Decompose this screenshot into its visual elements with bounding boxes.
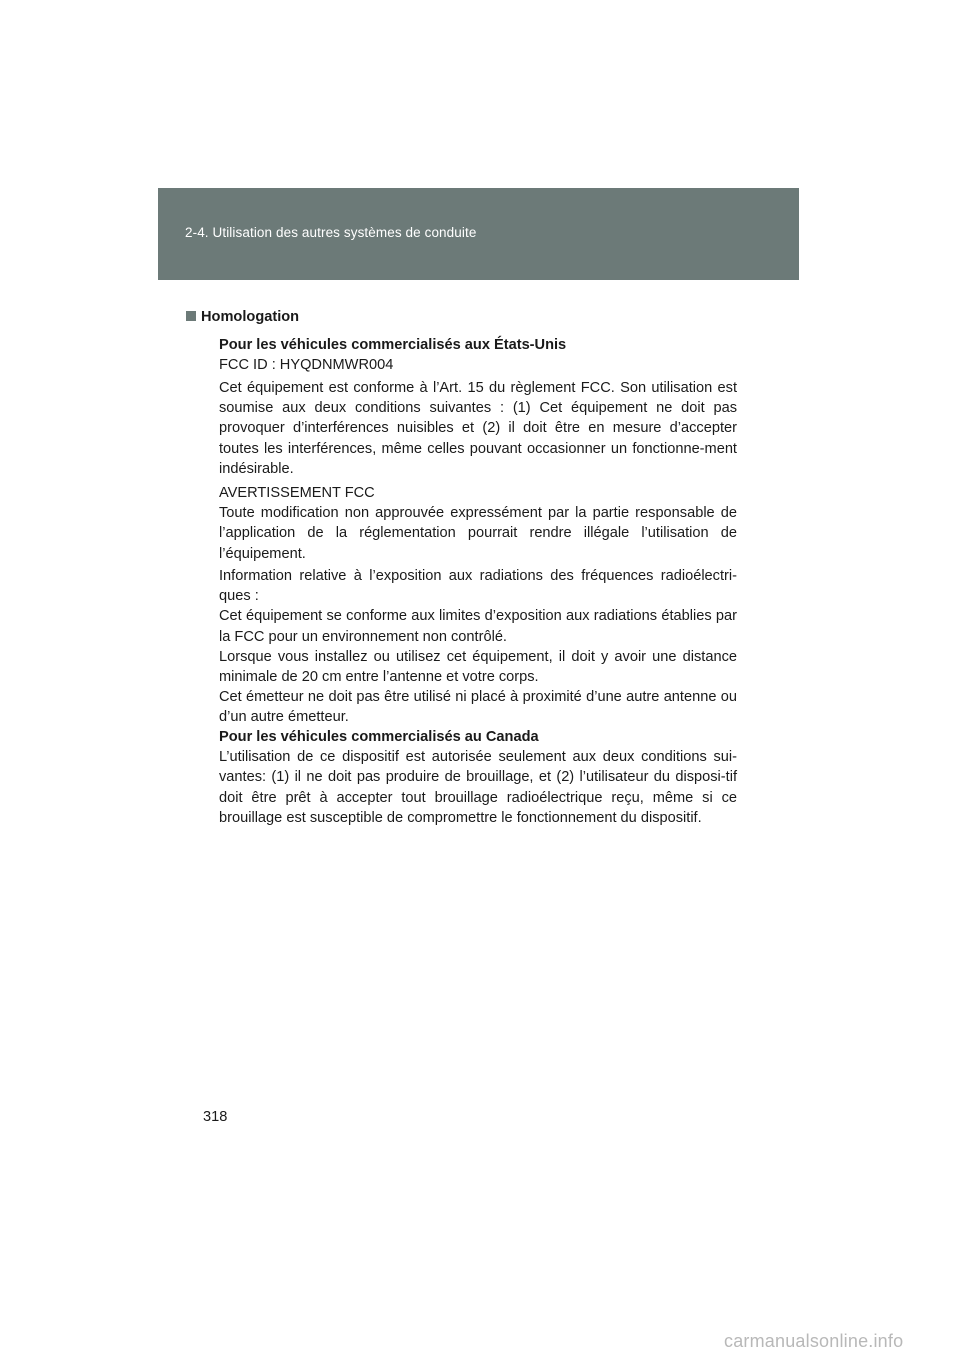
fcc-id: FCC ID : HYQDNMWR004 (219, 357, 394, 374)
fcc-warning-block (219, 483, 737, 564)
radiation-colocation: Cet émetteur ne doit pas être utilisé ni placé à proximité d’une autre antenne ou d’un autre émetteur. (219, 689, 737, 726)
chapter-section-title: 2-4. Utilisation des autres systèmes de conduite (185, 225, 477, 240)
radiation-block (219, 566, 737, 728)
radiation-limits: Cet équipement se conforme aux limites d’exposition aux radiations établies par la FCC pour un environnement non contrôlé. (219, 608, 737, 645)
radiation-intro: Information relative à l’exposition aux radiations des fréquences radioélectri-ques : (219, 568, 737, 605)
page-number: 318 (203, 1109, 228, 1125)
canada-block (219, 727, 737, 828)
homologation-heading (186, 307, 299, 327)
radiation-distance: Lorsque vous installez ou utilisez cet équipement, il doit y avoir une distance minimale de 20 cm entre l’antenne et votre corps. (219, 648, 737, 686)
fcc-warning-title: AVERTISSEMENT FCC (219, 485, 375, 501)
us-block (219, 335, 737, 375)
conformity-paragraph: Cet équipement est conforme à l’Art. 15 du règlement FCC. Son utilisation est soumise aux deux conditions suivantes : (1) Cet équipement ne doit pas provoquer d’interférences nuisibles et (2) il doit être en mesure d’accepter toutes les interférences, même celles pouvant occasionner un fonctionne-ment indésirable. (219, 380, 737, 477)
fcc-warning-text: Toute modification non approuvée expressément par la partie responsable de l’application de la réglementation pourrait rendre illégale l’utilisation de l’équipement. (219, 505, 737, 562)
canada-vehicles-heading: Pour les véhicules commercialisés au Canada (219, 729, 539, 745)
us-vehicles-heading: Pour les véhicules commercialisés aux États-Unis (219, 337, 567, 353)
chapter-header-band (158, 188, 799, 280)
square-bullet-icon (186, 311, 196, 321)
canada-text: L’utilisation de ce dispositif est autorisée seulement aux deux conditions sui-vantes: (1) il ne doit pas produire de brouillage, et (2) l’utilisateur du disposi-tif doit être prêt à accepter tout brouillage radioélectrique reçu, même si ce brouillage est susceptible de compromettre le fonctionnement du dispositif. (219, 749, 737, 826)
homologation-title: Homologation (201, 309, 300, 325)
watermark: carmanualsonline.info (724, 1331, 904, 1351)
